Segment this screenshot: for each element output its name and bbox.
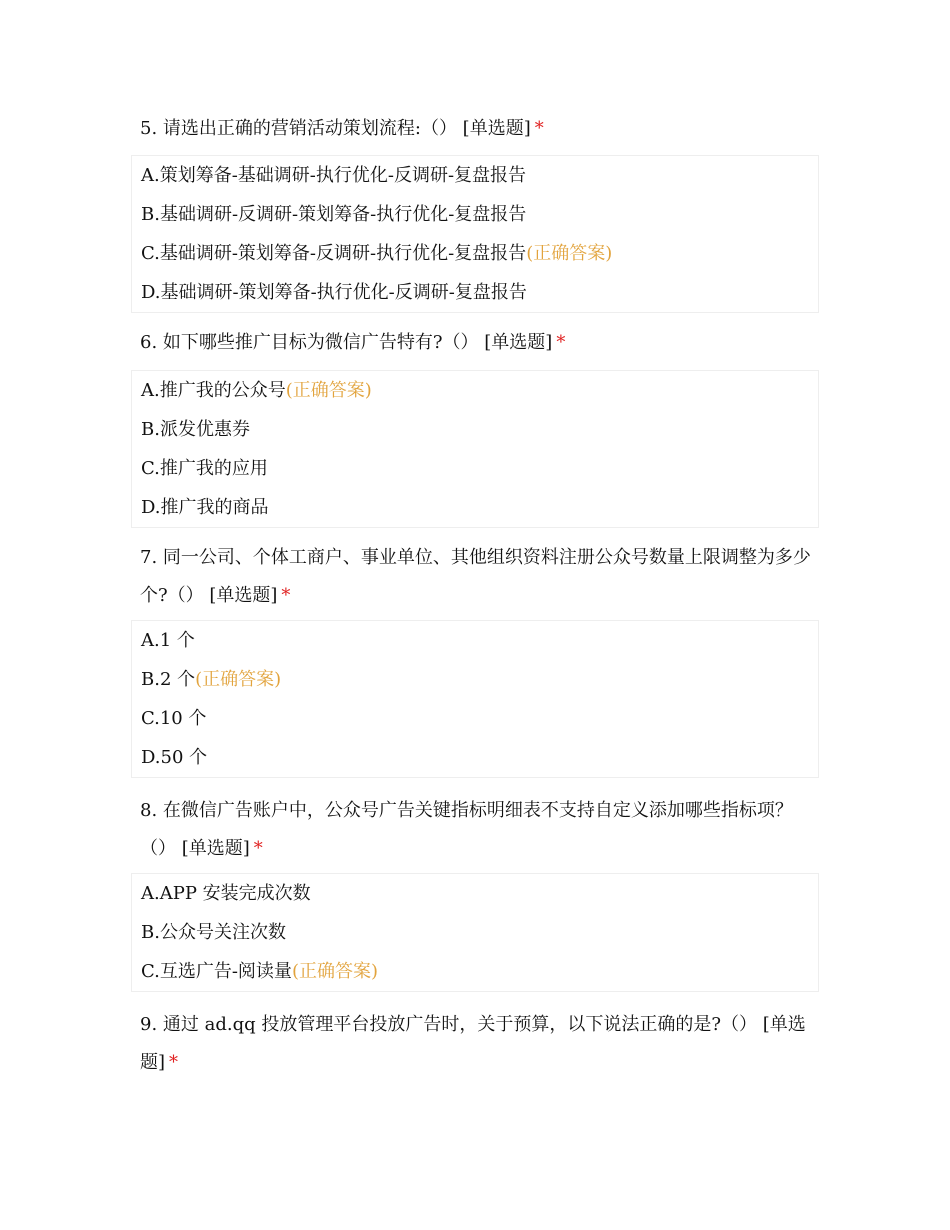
option-label: C.互选广告-阅读量 — [141, 961, 292, 982]
question-7-options — [131, 620, 819, 778]
question-7-title — [140, 539, 820, 615]
option-7b[interactable] — [132, 660, 818, 699]
option-5b[interactable] — [132, 195, 818, 234]
option-label: B.基础调研-反调研-策划筹备-执行优化-复盘报告 — [141, 204, 527, 225]
question-text: 9. 通过 ad.qq 投放管理平台投放广告时，关于预算，以下说法正确的是?（） [单选题] — [140, 1014, 806, 1073]
option-5c[interactable] — [132, 234, 818, 273]
correct-answer-marker: (正确答案) — [526, 243, 613, 264]
question-5-options — [131, 155, 819, 313]
option-label: A.推广我的公众号 — [141, 380, 286, 401]
option-label: D.基础调研-策划筹备-执行优化-反调研-复盘报告 — [141, 282, 527, 303]
option-label: C.推广我的应用 — [141, 458, 268, 479]
option-6c[interactable] — [132, 449, 818, 488]
correct-answer-marker: (正确答案) — [195, 669, 282, 690]
option-label: D.50 个 — [141, 747, 208, 768]
question-8-options — [131, 873, 819, 992]
option-label: B.公众号关注次数 — [141, 922, 286, 943]
required-mark: * — [534, 118, 544, 139]
question-8-title — [140, 792, 820, 868]
required-mark: * — [556, 332, 566, 353]
option-label: B.2 个 — [141, 669, 196, 690]
question-text: 7. 同一公司、个体工商户、事业单位、其他组织资料注册公众号数量上限调整为多少个?（） [单选题] — [140, 547, 811, 606]
question-text: 6. 如下哪些推广目标为微信广告特有?（） [单选题] — [140, 332, 553, 353]
question-5-title — [140, 110, 820, 148]
required-mark: * — [169, 1052, 179, 1073]
option-5d[interactable] — [132, 273, 818, 312]
option-6d[interactable] — [132, 488, 818, 527]
option-label: A.策划筹备-基础调研-执行优化-反调研-复盘报告 — [141, 165, 527, 186]
option-label: A.APP 安装完成次数 — [141, 883, 311, 904]
option-8b[interactable] — [132, 913, 818, 952]
option-label: A.1 个 — [141, 630, 195, 651]
required-mark: * — [281, 585, 291, 606]
option-label: B.派发优惠券 — [141, 419, 250, 440]
option-label: C.10 个 — [141, 708, 207, 729]
option-7a[interactable] — [132, 621, 818, 660]
correct-answer-marker: (正确答案) — [285, 380, 372, 401]
correct-answer-marker: (正确答案) — [291, 961, 378, 982]
question-6-title — [140, 324, 820, 362]
option-8a[interactable] — [132, 874, 818, 913]
question-text: 8. 在微信广告账户中，公众号广告关键指标明细表不支持自定义添加哪些指标项？（） [单选题] — [140, 800, 793, 859]
question-6-options — [131, 370, 819, 528]
question-9-title — [140, 1006, 820, 1082]
option-7d[interactable] — [132, 738, 818, 777]
option-label: C.基础调研-策划筹备-反调研-执行优化-复盘报告 — [141, 243, 527, 264]
required-mark: * — [253, 838, 263, 859]
option-6a[interactable] — [132, 371, 818, 410]
option-8c[interactable] — [132, 952, 818, 991]
option-6b[interactable] — [132, 410, 818, 449]
option-label: D.推广我的商品 — [141, 497, 269, 518]
option-5a[interactable] — [132, 156, 818, 195]
question-text: 5. 请选出正确的营销活动策划流程:（） [单选题] — [140, 118, 531, 139]
option-7c[interactable] — [132, 699, 818, 738]
